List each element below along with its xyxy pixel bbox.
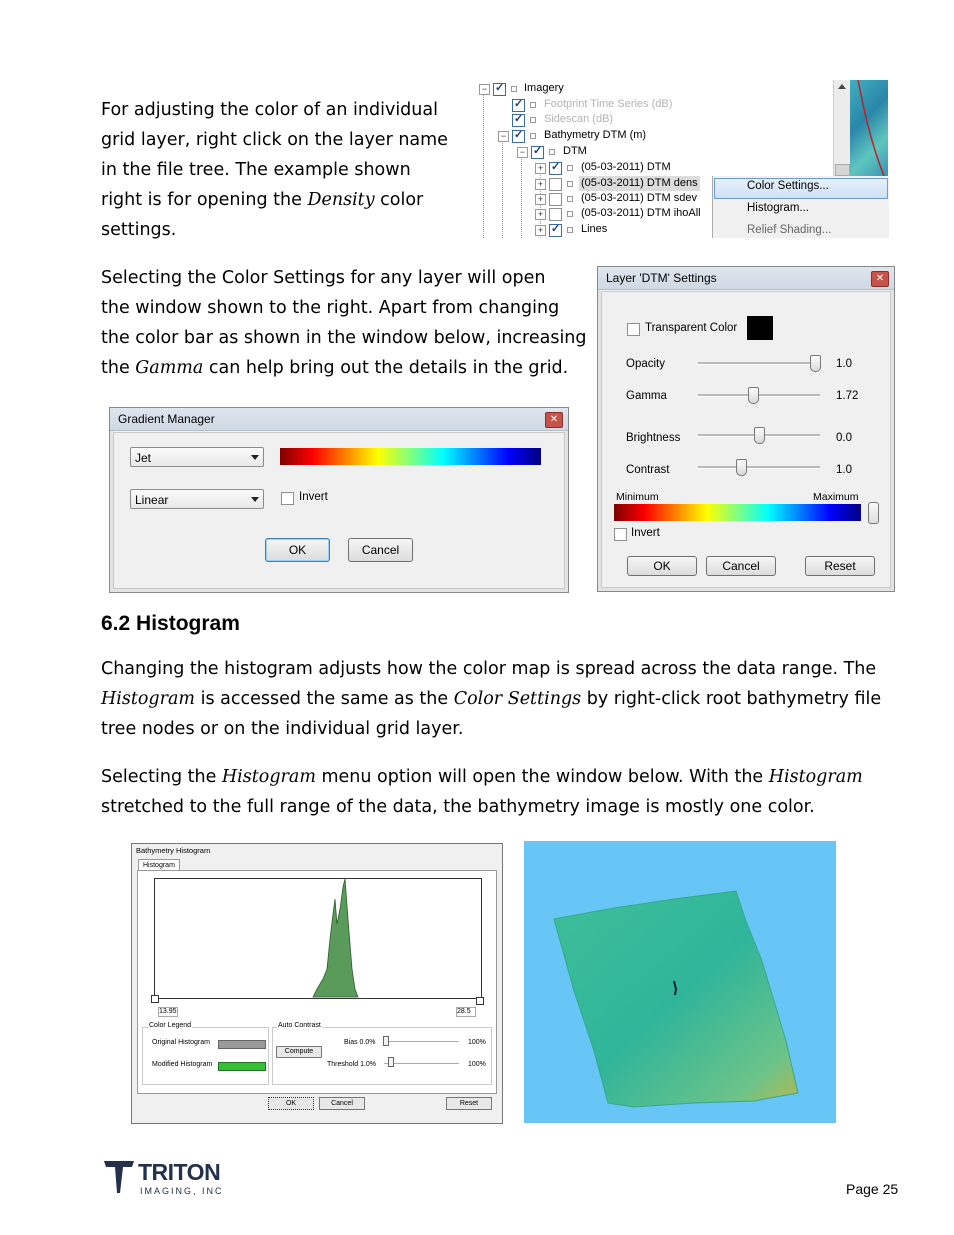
logo-name: TRITON xyxy=(138,1159,221,1185)
invert-label: Invert xyxy=(631,527,660,539)
text-line xyxy=(101,684,881,714)
invert-checkbox[interactable] xyxy=(614,528,627,541)
text-line: For adjusting the color of an individual xyxy=(101,100,438,120)
dialog-title: Gradient Manager xyxy=(110,408,568,431)
color-settings-paragraph xyxy=(101,263,587,383)
tree-label: (05-03-2011) DTM sdev xyxy=(581,192,697,204)
invert-label: Invert xyxy=(299,491,328,503)
threshold-percent: 100% xyxy=(468,1061,486,1068)
bias-slider-track[interactable] xyxy=(384,1041,459,1042)
layer-icon xyxy=(567,227,573,233)
auto-contrast-title: Auto Contrast xyxy=(278,1022,321,1029)
text-line xyxy=(101,762,863,792)
gamma-slider-thumb[interactable] xyxy=(748,387,759,404)
gradient-manager-dialog xyxy=(109,407,569,593)
checkbox[interactable] xyxy=(549,178,562,191)
color-legend-group xyxy=(142,1027,269,1085)
track-line-icon xyxy=(850,80,888,176)
histogram-paragraph-2 xyxy=(101,762,863,822)
bias-percent: 100% xyxy=(468,1039,486,1046)
checkbox[interactable] xyxy=(549,208,562,221)
menu-item-relief-shading[interactable]: Relief Shading... xyxy=(747,224,832,236)
opacity-slider-track[interactable] xyxy=(698,362,820,365)
chevron-down-icon xyxy=(251,455,259,460)
layer-icon xyxy=(567,196,573,202)
emphasis: Histogram xyxy=(221,767,316,787)
emphasis: Histogram xyxy=(768,767,863,787)
min-value-field[interactable]: 13.95 xyxy=(159,1008,177,1015)
emphasis: Gamma xyxy=(135,358,204,378)
opacity-slider-thumb[interactable] xyxy=(810,355,821,372)
tree-label: Lines xyxy=(581,223,608,235)
layer-icon xyxy=(549,149,555,155)
opacity-label: Opacity xyxy=(626,358,665,370)
map-preview xyxy=(850,80,888,176)
scroll-thumb[interactable] xyxy=(835,164,850,176)
text-run: menu option will open the window below. With the xyxy=(315,767,769,787)
collapse-icon[interactable]: − xyxy=(498,131,509,142)
menu-item-histogram[interactable]: Histogram... xyxy=(747,202,809,214)
expand-icon[interactable]: + xyxy=(535,209,546,220)
dialog-title: Bathymetry Histogram xyxy=(136,846,211,855)
text-line: the window shown to the right. Apart from changing xyxy=(101,298,560,318)
cancel-button[interactable]: Cancel xyxy=(706,556,776,576)
page-number: Page 25 xyxy=(846,1181,899,1197)
menu-item-color-settings[interactable]: Color Settings... xyxy=(747,180,829,192)
tab-histogram[interactable]: Histogram xyxy=(138,859,180,871)
transparent-color-label: Transparent Color xyxy=(645,322,738,334)
threshold-slider-thumb[interactable] xyxy=(388,1057,394,1067)
transparent-color-checkbox[interactable] xyxy=(627,323,640,336)
threshold-slider-track[interactable] xyxy=(384,1063,459,1064)
minimum-label: Minimum xyxy=(616,491,659,503)
expand-icon[interactable]: + xyxy=(535,179,546,190)
histogram-plot xyxy=(154,878,482,999)
checkbox-checked[interactable] xyxy=(531,146,544,159)
color-bar-handle[interactable] xyxy=(868,502,879,524)
checkbox-checked[interactable] xyxy=(512,114,525,127)
collapse-icon[interactable]: − xyxy=(517,147,528,158)
close-icon[interactable]: ✕ xyxy=(545,412,563,428)
tree-label: (05-03-2011) DTM xyxy=(581,161,671,173)
color-bar[interactable] xyxy=(614,504,861,521)
bathymetry-histogram-dialog xyxy=(131,843,503,1124)
text-run: by right-click root bathymetry file xyxy=(581,689,882,709)
opacity-value: 1.0 xyxy=(836,358,852,370)
text-run: the xyxy=(101,358,136,378)
text-line: Changing the histogram adjusts how the color map is spread across the data range. The xyxy=(101,659,877,679)
triton-logo xyxy=(104,1159,234,1199)
expand-icon[interactable]: + xyxy=(535,163,546,174)
reset-button[interactable]: Reset xyxy=(805,556,875,576)
close-icon[interactable]: ✕ xyxy=(871,271,889,287)
bias-slider-thumb[interactable] xyxy=(383,1036,389,1046)
checkbox-checked[interactable] xyxy=(512,130,525,143)
tree-label: Footprint Time Series (dB) xyxy=(544,98,673,110)
layer-icon xyxy=(530,117,536,123)
transparent-color-swatch[interactable] xyxy=(747,316,773,340)
histogram-curve xyxy=(155,879,481,998)
checkbox-checked[interactable] xyxy=(549,162,562,175)
compute-button[interactable]: Compute xyxy=(276,1046,322,1058)
emphasis: Histogram xyxy=(101,689,196,709)
contrast-label: Contrast xyxy=(626,464,670,476)
tree-label: (05-03-2011) DTM dens xyxy=(581,177,698,189)
brightness-slider-thumb[interactable] xyxy=(754,427,765,444)
section-heading: 6.2 Histogram xyxy=(101,612,240,635)
tree-label: DTM xyxy=(563,145,587,157)
contrast-slider-thumb[interactable] xyxy=(736,459,747,476)
select-value: Linear xyxy=(135,493,169,507)
collapse-icon[interactable]: − xyxy=(479,84,490,95)
text-line: in the file tree. The example shown xyxy=(101,160,411,180)
text-line xyxy=(101,353,587,383)
text-line: settings. xyxy=(101,220,177,240)
text-run: color xyxy=(374,190,424,210)
bathymetry-image xyxy=(524,841,836,1123)
tree-label: Imagery xyxy=(524,82,564,94)
checkbox[interactable] xyxy=(549,193,562,206)
layer-icon xyxy=(530,102,536,108)
ok-button[interactable]: OK xyxy=(627,556,697,576)
scale-select[interactable] xyxy=(130,489,264,509)
bathymetry-grid xyxy=(524,841,836,1123)
ok-button[interactable]: OK xyxy=(265,538,330,562)
text-line: grid layer, right click on the layer name xyxy=(101,130,448,150)
contrast-value: 1.0 xyxy=(836,464,852,476)
text-line: Selecting the Color Settings for any layer will open xyxy=(101,268,546,288)
bias-label: Bias 0.0% xyxy=(344,1039,376,1046)
text-line: the color bar as shown in the window below, increasing xyxy=(101,328,587,348)
gamma-label: Gamma xyxy=(626,390,667,402)
emphasis: Color Settings xyxy=(453,689,582,709)
context-menu xyxy=(712,176,889,238)
logo-subtitle: IMAGING, INC xyxy=(140,1186,224,1196)
threshold-label: Threshold 1.0% xyxy=(327,1061,377,1068)
tree-label: Sidescan (dB) xyxy=(544,113,614,125)
text-run: is accessed the same as the xyxy=(195,689,454,709)
tree-scrollbar[interactable] xyxy=(833,80,850,176)
original-color-swatch xyxy=(218,1040,266,1049)
modified-histogram-label: Modified Histogram xyxy=(152,1061,213,1068)
modified-color-swatch xyxy=(218,1062,266,1071)
brightness-label: Brightness xyxy=(626,432,681,444)
cancel-button[interactable]: Cancel xyxy=(319,1097,365,1110)
text-line xyxy=(101,185,448,215)
min-handle[interactable] xyxy=(151,995,159,1003)
ok-button[interactable]: OK xyxy=(268,1097,314,1110)
max-value-field[interactable]: 28.5 xyxy=(456,1007,476,1017)
expand-icon[interactable]: + xyxy=(535,194,546,205)
gradient-select[interactable] xyxy=(130,447,264,467)
tree-label: Bathymetry DTM (m) xyxy=(544,129,647,141)
contrast-slider-track[interactable] xyxy=(698,466,820,469)
color-legend-title: Color Legend xyxy=(149,1022,192,1029)
select-value: Jet xyxy=(135,451,152,465)
checkbox-checked[interactable] xyxy=(493,83,506,96)
text-line: tree nodes or on the individual grid layer. xyxy=(101,719,464,739)
dialog-title: Layer 'DTM' Settings xyxy=(598,267,894,290)
reset-button[interactable]: Reset xyxy=(446,1097,492,1110)
text-run: right is for opening the xyxy=(101,190,308,210)
invert-checkbox[interactable] xyxy=(281,492,294,505)
chevron-down-icon xyxy=(251,497,259,502)
cancel-button[interactable]: Cancel xyxy=(348,538,413,562)
layer-settings-dialog xyxy=(597,266,895,592)
layer-icon xyxy=(567,165,573,171)
layer-icon xyxy=(511,86,517,92)
layer-icon xyxy=(567,181,573,187)
text-run: can help bring out the details in the grid. xyxy=(203,358,569,378)
brightness-value: 0.0 xyxy=(836,432,852,444)
layer-icon xyxy=(567,211,573,217)
layer-icon xyxy=(530,133,536,139)
histogram-paragraph-1 xyxy=(101,654,881,744)
expand-icon[interactable]: + xyxy=(535,225,546,236)
original-histogram-label: Original Histogram xyxy=(152,1039,210,1046)
maximum-label: Maximum xyxy=(813,491,859,503)
max-handle[interactable] xyxy=(476,997,484,1005)
text-line: stretched to the full range of the data, the bathymetry image is mostly one color. xyxy=(101,797,815,817)
intro-paragraph xyxy=(101,95,448,245)
emphasis: Density xyxy=(307,190,375,210)
gamma-value: 1.72 xyxy=(836,390,859,402)
checkbox-checked[interactable] xyxy=(549,224,562,237)
scroll-up-icon[interactable] xyxy=(838,84,846,89)
text-run: Selecting the xyxy=(101,767,222,787)
triton-logo-icon xyxy=(104,1159,134,1195)
gradient-preview xyxy=(280,448,541,465)
tree-label: (05-03-2011) DTM ihoAll xyxy=(581,207,701,219)
checkbox-checked[interactable] xyxy=(512,99,525,112)
